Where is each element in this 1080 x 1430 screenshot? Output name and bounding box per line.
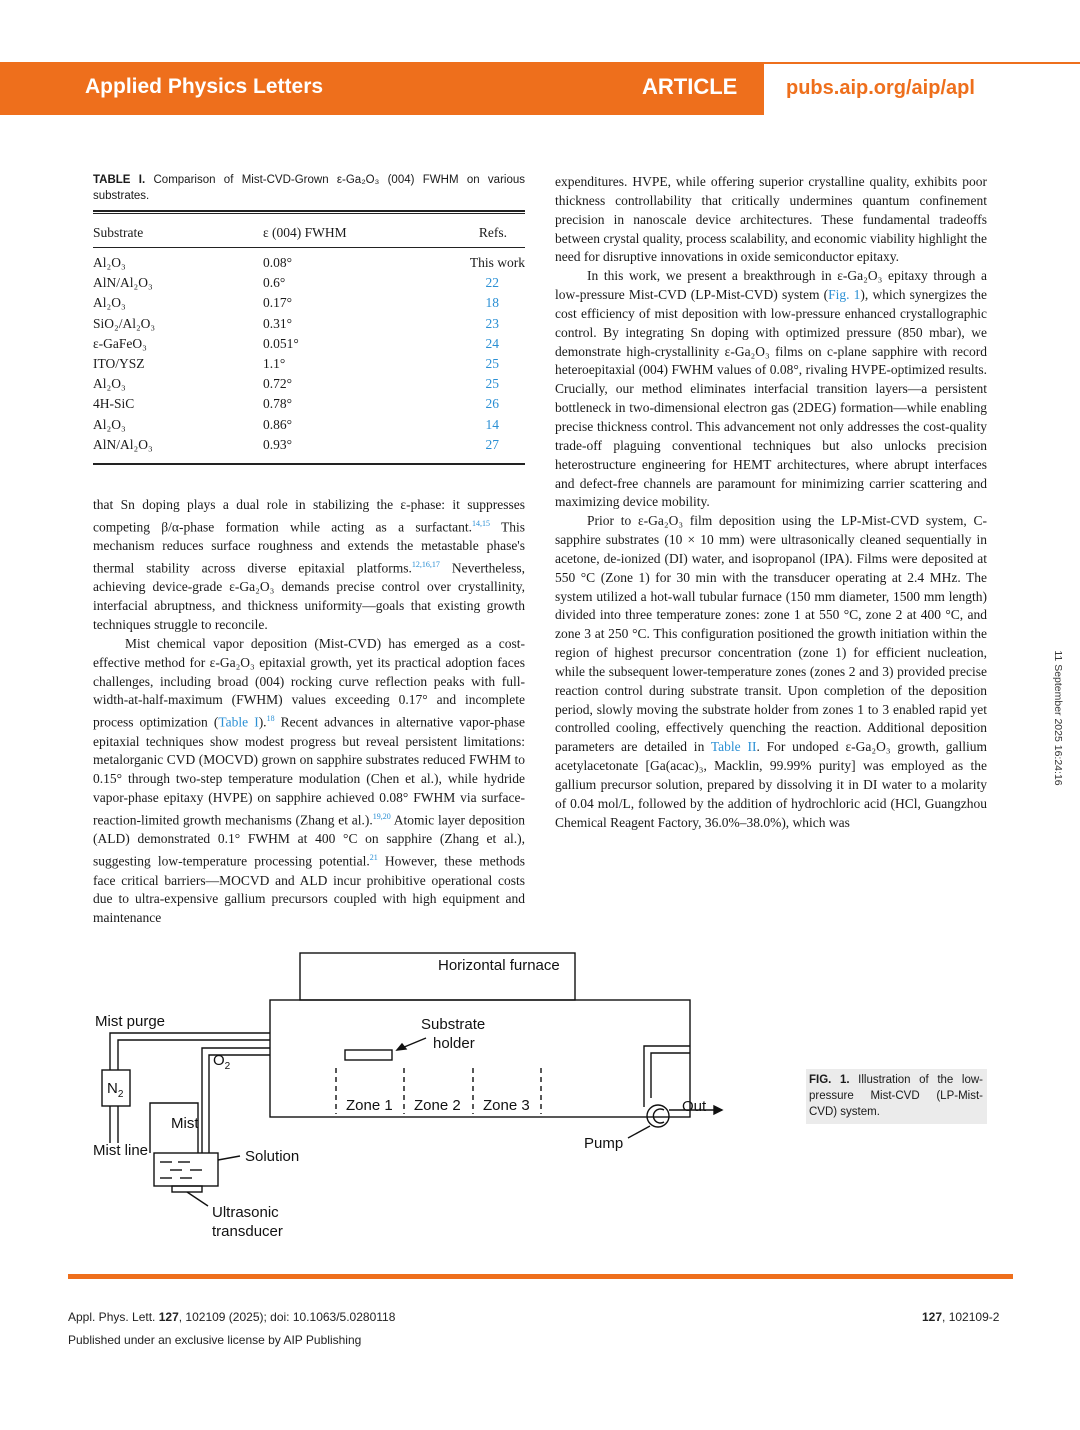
table-row	[93, 435, 525, 455]
table-cell: AlN/Al₂O₃	[93, 275, 153, 291]
figure-link[interactable]: Fig. 1	[828, 287, 861, 303]
pump-rotor	[653, 1109, 664, 1123]
table-cell: This work	[469, 255, 525, 271]
exhaust-line-inner	[651, 1053, 690, 1098]
citation-link[interactable]: 12,16,17	[411, 560, 440, 570]
table-caption-label: TABLE I.	[93, 174, 146, 186]
lp-mist-cvd-schematic	[90, 948, 780, 1243]
column-header: Substrate	[93, 225, 144, 240]
table-cell: 0.78°	[263, 396, 293, 412]
table-top-rule	[93, 210, 525, 212]
mist-line-label: Mist line	[93, 1142, 149, 1159]
table-cell: 4H-SiC	[93, 396, 135, 412]
furnace-label: Horizontal furnace	[438, 957, 560, 974]
table-cell: 0.72°	[263, 376, 293, 392]
table-cell: Al₂O₃	[93, 416, 126, 432]
table-row	[93, 415, 525, 435]
table-row	[93, 334, 525, 354]
transducer-label: transducer	[212, 1223, 283, 1240]
table-row	[93, 314, 525, 334]
solution-waves	[160, 1162, 202, 1178]
table-cell: SiO₂/Al₂O₃	[93, 315, 156, 331]
reference-link[interactable]: 26	[485, 396, 499, 412]
ultrasonic-label: Ultrasonic	[212, 1204, 279, 1221]
journal-title: Applied Physics Letters	[85, 75, 324, 98]
table-body	[93, 253, 525, 455]
paragraph: In this work, we present a breakthrough in ε-Ga₂O₃ epitaxy through a low-pressure Mist-CVD (LP-Mist-CVD) system (Fig. 1), which synergizes the cost efficiency of mist deposition with low-pressure enhanced crystallographic control. By integrating Sn doping with optimized pressure (850 mbar), we demonstrate high-crystallinity ε-Ga₂O₃ films on c-plane sapphire with record heteroepitaxial (004) FWHM values of 0.08°, rivaling HVPE-optimized results. Crucially, our method eliminates interfacial transition layers—a persistent bottleneck in two-dimensional electron gas (2DEG) formation—while enabling precise thickness control. This advancement not only addresses the cost-quality trade-off plaguing conventional techniques but also unlocks precision heterostructure engineering for HEMT architectures, where abrupt interfaces and defect-free channels are paramount for minimizing carrier scattering and maximizing device mobility.	[555, 268, 987, 510]
paragraph: that Sn doping plays a dual role in stabilizing the ε-phase: it suppresses competing β/α-phase formation while acting as a surfactant.$^{14,15}$ This mechanism reduces surface roughness and extends the metastable phase's thermal stability across diverse epitaxial platforms.$^{12,16,17}$ Nevertheless, achieving device-grade ε-Ga₂O₃ demands precise control over crystallinity, interfacial abruptness, and thickness uniformity—goals that existing growth techniques struggle to reconcile.	[93, 497, 525, 633]
table-caption	[93, 172, 525, 204]
table-cell: Al₂O₃	[93, 255, 126, 271]
out-arrow-icon	[714, 1106, 722, 1114]
reference-link[interactable]: 14	[485, 416, 499, 432]
substrate-label: Substrate	[421, 1016, 486, 1033]
left-column-text	[93, 496, 525, 928]
journal-url-link[interactable]: pubs.aip.org/aip/apl	[786, 77, 975, 99]
citation-link[interactable]: 18	[266, 714, 275, 724]
reference-link[interactable]: 25	[485, 356, 499, 372]
reference-link[interactable]: 22	[485, 275, 499, 291]
reference-link[interactable]: 23	[485, 315, 499, 331]
paragraph: Mist chemical vapor deposition (Mist-CVD) has emerged as a cost-effective method for ε-Ga₂O₃ epitaxial growth, yet its practical adoption faces challenges, including broad (004) rocking curve reflection peaks with full-width-at-half-maximum (FWHM) values exceeding 0.17° and incomplete process optimization (Table I).$^{18}$ Recent advances in alternative vapor-phase epitaxial techniques show modest progress but reveal persistent limitations: metalorganic CVD (MOCVD) grown on sapphire substrates reduced FWHM to 0.15° through two-step temperature modulation (Chen et al.), while hydride vapor-phase epitaxy (HVPE) on sapphire achieved 0.08° FWHM via surface-reaction-limited growth mechanisms (Zhang et al.).$^{19,20}$ Atomic layer deposition (ALD) demonstrated 0.1° FWHM at 400 °C on sapphire (Zhang et al.), suggesting low-temperature processing potential.$^{21}$ However, these methods face critical barriers—MOCVD and ALD incur prohibitive operational costs due to ultra-expensive gallium precursors coupled with high equipment and maintenance	[93, 635, 525, 926]
solution-pointer	[218, 1156, 240, 1160]
page-number: 127, 102109-2	[922, 1310, 1000, 1324]
table-cell: 1.1°	[263, 356, 286, 372]
table-cell: Al₂O₃	[93, 376, 126, 392]
zone-3-label: Zone 3	[483, 1097, 530, 1114]
section-label: ARTICLE	[642, 74, 738, 99]
mist-purge-label: Mist purge	[95, 1013, 166, 1030]
table-cell: 0.08°	[263, 255, 293, 271]
solution-vessel	[154, 1153, 218, 1186]
table-link[interactable]: Table II	[710, 739, 757, 755]
download-timestamp: 11 September 2025 16:24:16	[1052, 649, 1064, 786]
o2-line-inner	[209, 1055, 270, 1153]
reference-link[interactable]: 18	[485, 295, 499, 311]
table-row	[93, 394, 525, 414]
table-row	[93, 253, 525, 273]
pump-label: Pump	[584, 1135, 624, 1152]
citation-link[interactable]: 21	[369, 853, 378, 863]
mist-label: Mist	[171, 1115, 199, 1132]
journal-header-banner	[0, 62, 1080, 115]
citation-link[interactable]: 14,15	[471, 518, 490, 528]
table-bottom-rule	[93, 463, 525, 465]
column-header: Refs.	[478, 225, 507, 240]
pump-icon	[647, 1105, 669, 1127]
table-top-rule-2	[93, 213, 525, 214]
holder-label: holder	[433, 1035, 475, 1052]
table-cell: ε-GaFeO₃	[93, 335, 147, 351]
table-cell: 0.86°	[263, 416, 293, 432]
paragraph: expenditures. HVPE, while offering superior crystalline quality, exhibits poor thickness controllability that critically undermines quantum confinement precision in nanoscale device architectures. These fundamental tradeoffs between crystal quality, process scalability, and economic viability highlight the need for disruptive innovations in oxide semiconductor epitaxy.	[555, 174, 988, 265]
o2-label: $O_2$	[213, 1052, 231, 1072]
ultrasonic-transducer	[172, 1186, 202, 1192]
table-cell: 0.31°	[263, 315, 293, 331]
reference-link[interactable]: 24	[485, 335, 499, 351]
n2-label: $N_2$	[107, 1080, 124, 1100]
paragraph: Prior to ε-Ga₂O₃ film deposition using the LP-Mist-CVD system, C-sapphire substrates (10 × 10 mm) were ultrasonically cleaned sequentially in acetone, de-ionized (DI) water, and isopropanol (IPA). Films were deposited at 550 °C (Zone 1) for 30 min with the transducer operating at 2.4 MHz. The system utilized a hot-wall tubular furnace (150 mm diameter, 1500 mm length) divided into three temperature zones: zone 1 at 550 °C, zone 2 at 400 °C, and zone 3 at 250 °C. This configuration positioned the growth initiation within the region of highest precursor concentration (zone 1) for efficient nucleation, while the subsequent lower-temperature zones (zones 2 and 3) provided precise reaction control during substrate transit. Upon completion of the deposition period, slowly moving the substrate holder from zones 1 to 3 enabled rapid yet controlled cooling, effectively quenching the reaction. Additional deposition parameters are detailed in Table II. For undoped ε-Ga₂O₃ growth, gallium acetylacetonate [Ga(acac)₃, Macklin, 99.99% purity] was employed as the gallium precursor solution, prepared by dissolving it in DI water to a molarity of 0.04 mol/L, followed by the addition of hydrochloric acid (HCl, Guangzhou Chemical Reagent Factory, 36.0%–38.0%), which was	[555, 513, 987, 830]
reference-link[interactable]: 25	[485, 376, 499, 392]
table-cell: AlN/Al₂O₃	[93, 436, 153, 452]
substrate-holder	[345, 1050, 392, 1060]
column-header: ε (004) FWHM	[263, 225, 347, 240]
table-link[interactable]: Table I	[218, 714, 259, 730]
table-cell: 0.6°	[263, 275, 286, 291]
table-cell: ITO/YSZ	[93, 356, 145, 372]
out-label: Out	[682, 1098, 707, 1115]
figure-caption-label: FIG. 1.	[809, 1074, 850, 1086]
fwhm-comparison-table	[93, 222, 525, 455]
table-cell: 0.93°	[263, 436, 293, 452]
table-caption-text: Comparison of Mist-CVD-Grown ε-Ga₂O₃ (004) FWHM on various substrates.	[93, 174, 525, 202]
table-row	[93, 273, 525, 293]
reference-link[interactable]: 27	[485, 436, 499, 452]
pump-pointer	[628, 1126, 650, 1138]
figure-caption	[806, 1069, 987, 1124]
table-row	[93, 354, 525, 374]
transducer-pointer	[187, 1192, 208, 1206]
table-header-row	[93, 222, 525, 244]
license-line: Published under an exclusive license by AIP Publishing	[68, 1333, 362, 1347]
footer-rule	[68, 1274, 1013, 1279]
table-cell: Al₂O₃	[93, 295, 126, 311]
table-row	[93, 374, 525, 394]
figure-caption-text: Illustration of the low-pressure Mist-CVD (LP-Mist-CVD) system.	[809, 1074, 983, 1118]
table-cell: 0.17°	[263, 295, 293, 311]
table-cell: 0.051°	[263, 335, 299, 351]
zone-1-label: Zone 1	[346, 1097, 393, 1114]
zone-2-label: Zone 2	[414, 1097, 461, 1114]
citation-link[interactable]: 19,20	[372, 812, 391, 821]
solution-label: Solution	[245, 1148, 300, 1165]
right-column-text	[555, 173, 987, 833]
table-row	[93, 293, 525, 313]
arrowhead	[397, 1044, 406, 1050]
citation-line: Appl. Phys. Lett. 127, 102109 (2025); doi: 10.1063/5.0280118	[68, 1310, 396, 1324]
